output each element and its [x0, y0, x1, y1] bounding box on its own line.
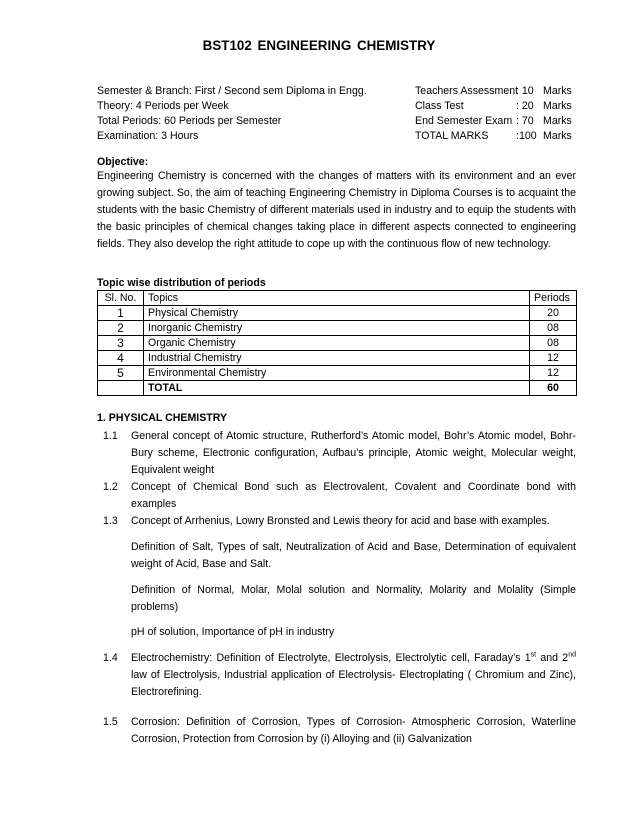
physical-heading: 1. PHYSICAL CHEMISTRY	[97, 412, 228, 424]
cell-sl-empty	[98, 381, 144, 396]
meta-value: :100	[516, 130, 537, 142]
superscript: nd	[568, 651, 576, 659]
item-text: Concept of Arrhenius, Lowry Bronsted and Lewis theory for acid and base with examples.	[131, 515, 550, 527]
cell-topic: Industrial Chemistry	[144, 351, 530, 366]
syllabus-item-1-4	[103, 650, 576, 701]
objective-text: Engineering Chemistry is concerned with the changes of matters with its environment and an ever growing subject. So, the aim of teaching Engineering Chemistry in Diploma Courses is to acquaint the students with the basic Chemistry of different materials used in industry and to equip the students with the basic principles of chemical changes taking place in different aspects connected to engineering fields. They also develop the right attitude to cope up with the continuous flow of new technology.	[97, 170, 576, 250]
cell-total-label: TOTAL	[144, 381, 530, 396]
meta-left: Theory: 4 Periods per Week	[97, 100, 229, 112]
table-total-row	[98, 381, 577, 396]
header-sl: Sl. No.	[98, 291, 144, 306]
cell-topic: Organic Chemistry	[144, 336, 530, 351]
item-text: General concept of Atomic structure, Rutherford’s Atomic model, Bohr’s Atomic model, Bohr-Bury scheme, Electronic configuration, Aufbau’s principle, Atomic weight, Molecular weight, Equivalent weight	[131, 430, 576, 476]
item-text-part: and 2	[536, 652, 569, 664]
item-text	[131, 650, 576, 701]
topics-table	[97, 290, 577, 396]
cell-topic: Inorganic Chemistry	[144, 321, 530, 336]
meta-row	[97, 99, 577, 114]
page-title: BST102 ENGINEERING CHEMISTRY	[202, 38, 436, 53]
meta-label: End Semester Exam	[415, 115, 513, 127]
cell-periods: 12	[530, 351, 577, 366]
meta-unit: Marks	[543, 130, 572, 142]
item-number: 1.1	[103, 430, 118, 442]
item-text: Corrosion: Definition of Corrosion, Types of Corrosion- Atmospheric Corrosion, Waterline Corrosion, Protection from Corrosion by (i) Alloying and (ii) Galvanization	[131, 716, 576, 745]
cell-sl: 5	[98, 366, 144, 381]
superscript: st	[530, 651, 537, 659]
meta-label: Teachers Assessment	[415, 85, 519, 97]
cell-periods: 08	[530, 336, 577, 351]
meta-value: : 70	[516, 115, 534, 127]
syllabus-item-1-2	[103, 479, 576, 513]
cell-total-periods: 60	[530, 381, 577, 396]
topics-heading: Topic wise distribution of periods	[97, 277, 266, 289]
course-meta	[97, 84, 577, 144]
cell-periods: 08	[530, 321, 577, 336]
meta-row	[97, 129, 577, 144]
table-header-row	[98, 291, 577, 306]
meta-unit: Marks	[543, 85, 572, 97]
table-row	[98, 306, 577, 321]
item-text: Concept of Chemical Bond such as Electrovalent, Covalent and Coordinate bond with examples	[131, 481, 576, 510]
cell-sl: 2	[98, 321, 144, 336]
meta-label: TOTAL MARKS	[415, 130, 489, 142]
cell-topic: Physical Chemistry	[144, 306, 530, 321]
objective-heading: Objective:	[97, 156, 149, 168]
item-number: 1.4	[103, 652, 118, 664]
subtopic-salts: Definition of Salt, Types of salt, Neutralization of Acid and Base, Determination of equivalent weight of Acid, Base and Salt.	[131, 541, 576, 570]
meta-label: Class Test	[415, 100, 464, 112]
header-periods: Periods	[530, 291, 577, 306]
syllabus-item-1-1	[103, 428, 576, 479]
table-row	[98, 351, 577, 366]
meta-left: Semester & Branch: First / Second sem Diploma in Engg.	[97, 85, 367, 97]
meta-row	[97, 84, 577, 99]
syllabus-item-1-5	[103, 714, 576, 748]
table-row	[98, 336, 577, 351]
item-number: 1.2	[103, 481, 118, 493]
subtopic-ph: pH of solution, Importance of pH in industry	[131, 626, 335, 638]
cell-periods: 20	[530, 306, 577, 321]
item-number: 1.5	[103, 716, 118, 728]
meta-value: : 10	[516, 85, 534, 97]
meta-row	[97, 114, 577, 129]
item-text-part: Electrochemistry: Definition of Electrolyte, Electrolysis, Electrolytic cell, Faraday’s 1	[131, 652, 531, 664]
cell-sl: 1	[98, 306, 144, 321]
table-row	[98, 321, 577, 336]
meta-unit: Marks	[543, 100, 572, 112]
cell-periods: 12	[530, 366, 577, 381]
meta-left: Examination: 3 Hours	[97, 130, 199, 142]
meta-left: Total Periods: 60 Periods per Semester	[97, 115, 282, 127]
table-row	[98, 366, 577, 381]
cell-sl: 4	[98, 351, 144, 366]
subtopic-solutions: Definition of Normal, Molar, Molal solution and Normality, Molarity and Molality (Simple problems)	[131, 584, 576, 613]
cell-topic: Environmental Chemistry	[144, 366, 530, 381]
meta-value: : 20	[516, 100, 534, 112]
meta-unit: Marks	[543, 115, 572, 127]
cell-sl: 3	[98, 336, 144, 351]
syllabus-item-1-3	[103, 513, 576, 530]
header-topics: Topics	[144, 291, 530, 306]
item-text-part: law of Electrolysis, Industrial application of Electrolysis- Electroplating ( Chromium and Zinc), Electrorefining.	[131, 669, 576, 698]
item-number: 1.3	[103, 515, 118, 527]
